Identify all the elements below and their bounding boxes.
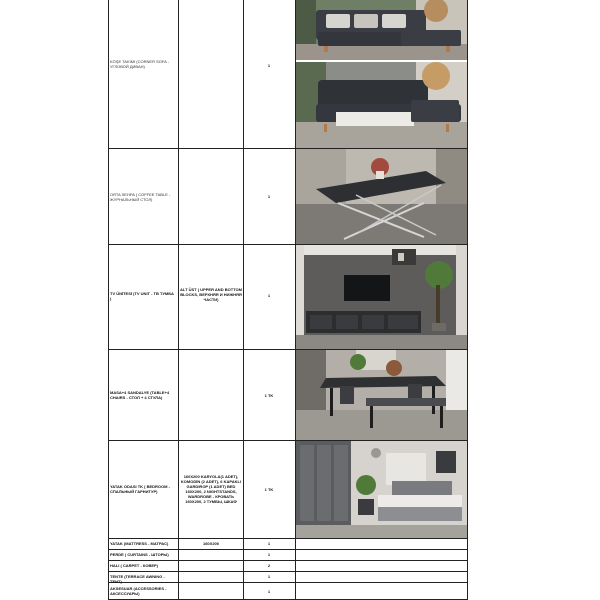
grid-line — [243, 0, 244, 600]
row-description: ALT ÜST ( UPPER AND BOTTOM BLOCKS, ВЕРХНЯЯ И НИЖНЯЯ ЧАСТИ) — [180, 287, 242, 302]
row-qty: 1 — [267, 194, 271, 199]
row-name: ORTA SEHPA ( COFFEE TABLE - ЖУРНАЛЬНЫЙ СТОЛ) — [110, 192, 171, 202]
row-qty: 1 — [267, 589, 271, 594]
row-qty: 2 — [267, 563, 271, 568]
grid-line — [108, 571, 468, 572]
row-name: KÖŞE TAKIMI (CORNER SOFA - УГЛОВОЙ ДИВАН) — [110, 59, 169, 69]
row-qty: 1 — [267, 293, 271, 298]
row-qty: 1 TK — [264, 393, 274, 398]
row-description: 160X200 KARYOLA(1 ADET), KOMODİN (2 ADET), 6 KAPAKLI GARDIROP (1 ADET) BED 160X200, 2 NIGHTSTANDS, WARDROBE - КРОВАТЬ 160X200, 2 ТУМБЫ, ШКАФ — [180, 474, 242, 504]
grid-line — [178, 0, 179, 600]
grid-line — [108, 0, 109, 600]
row-qty: 1 TK — [264, 487, 274, 492]
bedroom-photo — [296, 441, 467, 538]
row-name: YATAK ODASI TK ( BEDROOM - СПАЛЬНЫЙ ГАРНИТУР) — [110, 484, 170, 494]
tv-unit-photo — [296, 245, 467, 349]
row-name: PERDE ( CURTAINS - ШТОРЫ) — [110, 552, 169, 557]
grid-line — [108, 538, 468, 539]
row-qty: 1 — [267, 63, 271, 68]
row-description: 160X200 — [202, 541, 219, 546]
dining-set-photo — [296, 350, 467, 440]
row-name: TV ÜNİTESİ (TV UNIT - ТВ ТУМБА ) — [110, 291, 174, 301]
grid-line — [108, 549, 468, 550]
coffee-table-photo — [296, 149, 467, 244]
row-name: HALI ( CARPET - КОВЕР) — [110, 563, 158, 568]
row-name: AKSESUAR (ACCESSORIES - АКСЕССУАРЫ) — [110, 586, 167, 596]
row-qty: 1 — [267, 574, 271, 579]
corner-sofa-photo — [296, 0, 467, 148]
row-name: YATAK (MATTRESS - МАТРАС) — [110, 541, 169, 546]
grid-line — [467, 0, 468, 600]
row-name: TENTE (TERRACE AWNING - ТЕНТ) — [110, 574, 165, 584]
row-name: MASA+4 SANDALYE (TABLE+4 CHAIRS - СТОЛ + 4 СТУЛА) — [110, 390, 170, 400]
row-qty: 1 — [267, 552, 271, 557]
row-qty: 1 — [267, 541, 271, 546]
grid-line — [108, 560, 468, 561]
